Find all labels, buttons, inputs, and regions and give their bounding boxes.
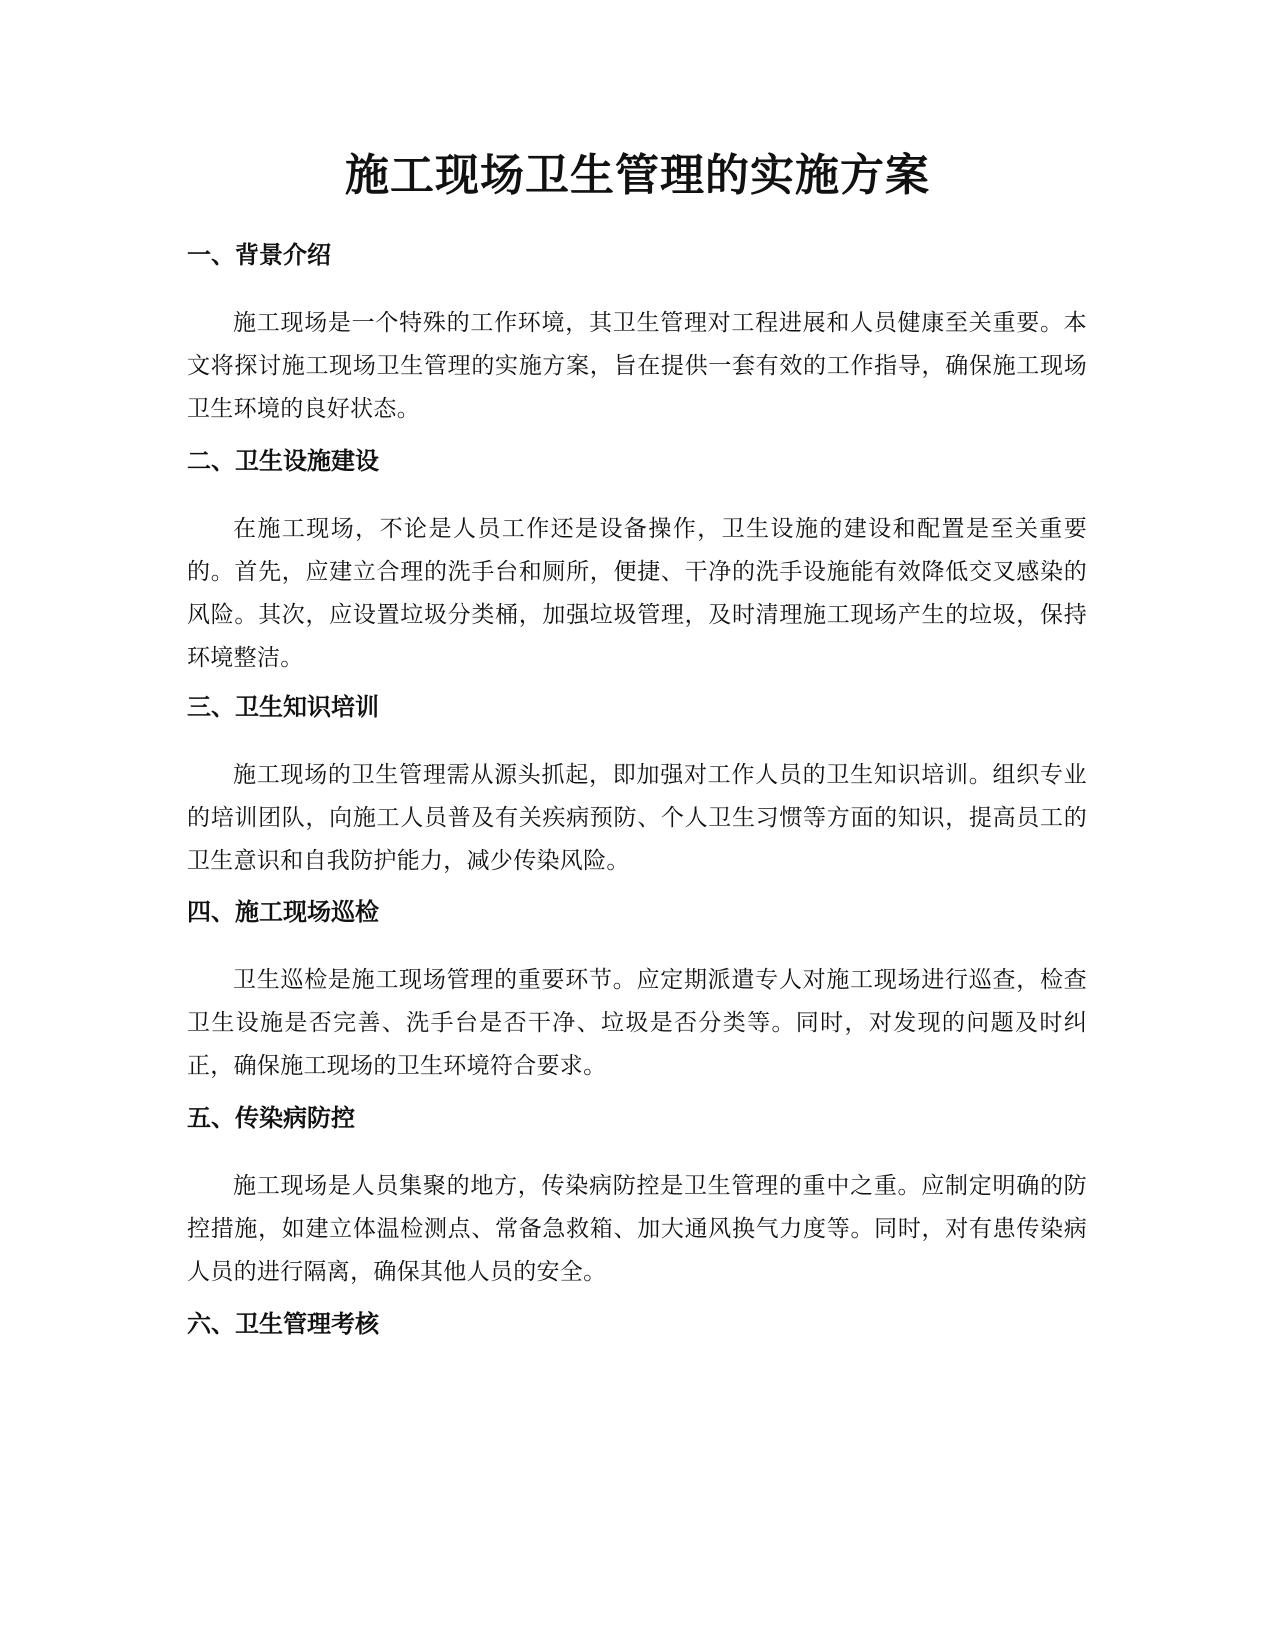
section-paragraph: 施工现场是人员集聚的地方，传染病防控是卫生管理的重中之重。应制定明确的防控措施，如建立体温检测点、常备急救箱、加大通风换气力度等。同时，对有患传染病人员的进行隔离，确保其他人员的安全。 xyxy=(187,1173,1087,1285)
section-training xyxy=(187,690,1087,883)
section-heading: 二、卫生设施建设 xyxy=(187,447,379,475)
section-facilities xyxy=(187,444,1087,680)
document-title: 施工现场卫生管理的实施方案 xyxy=(345,150,930,201)
section-disease-control xyxy=(187,1101,1087,1294)
section-heading: 五、传染病防控 xyxy=(187,1104,355,1132)
section-inspection xyxy=(187,895,1087,1088)
section-heading: 四、施工现场巡检 xyxy=(187,898,379,926)
section-paragraph: 施工现场是一个特殊的工作环境，其卫生管理对工程进展和人员健康至关重要。本文将探讨施工现场卫生管理的实施方案，旨在提供一套有效的工作指导，确保施工现场卫生环境的良好状态。 xyxy=(187,310,1087,422)
section-heading: 三、卫生知识培训 xyxy=(187,693,379,721)
section-background xyxy=(187,238,1087,431)
section-assessment xyxy=(187,1307,1087,1341)
section-paragraph: 施工现场的卫生管理需从源头抓起，即加强对工作人员的卫生知识培训。组织专业的培训团队，向施工人员普及有关疾病预防、个人卫生习惯等方面的知识，提高员工的卫生意识和自我防护能力，减少传染风险。 xyxy=(187,762,1087,874)
section-heading: 六、卫生管理考核 xyxy=(187,1310,379,1338)
section-paragraph: 卫生巡检是施工现场管理的重要环节。应定期派遣专人对施工现场进行巡查，检查卫生设施是否完善、洗手台是否干净、垃圾是否分类等。同时，对发现的问题及时纠正，确保施工现场的卫生环境符合要求。 xyxy=(187,967,1087,1079)
section-paragraph: 在施工现场，不论是人员工作还是设备操作，卫生设施的建设和配置是至关重要的。首先，应建立合理的洗手台和厕所，便捷、干净的洗手设施能有效降低交叉感染的风险。其次，应设置垃圾分类桶，加强垃圾管理，及时清理施工现场产生的垃圾，保持环境整洁。 xyxy=(187,516,1087,671)
section-heading: 一、背景介绍 xyxy=(187,241,331,269)
